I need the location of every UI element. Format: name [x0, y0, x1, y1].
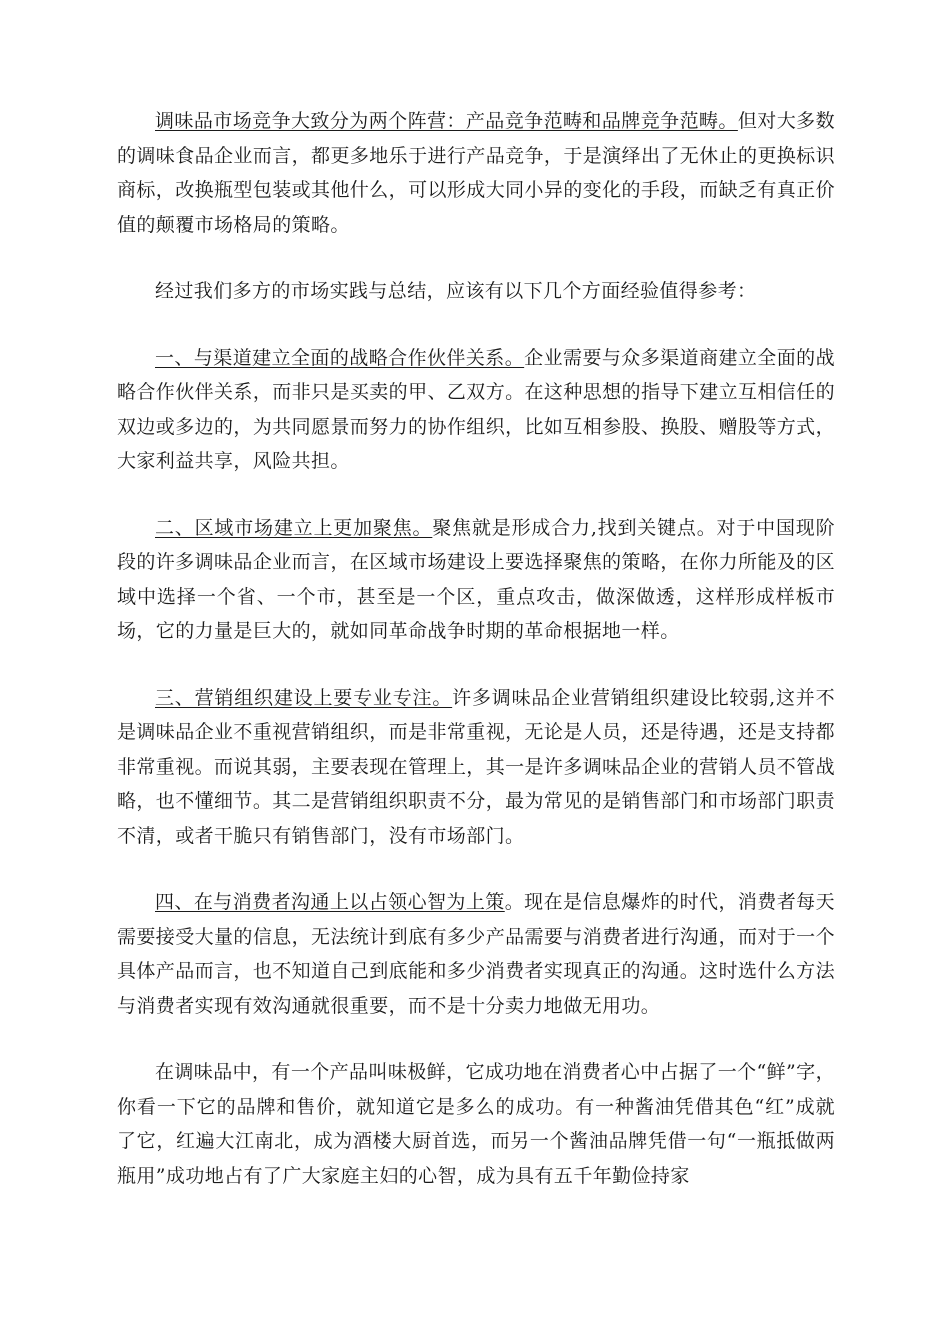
paragraph-body: 聚焦就是形成合力,找到关键点。对于中国现阶段的许多调味品企业而言，在区域市场建设上要选择聚焦的策略，在你力所能及的区域中选择一个省、一个市，甚至是一个区，重点攻击，做深做透，这样形成样板市场，它的力量是巨大的，就如同革命战争时期的革命根据地一样。: [117, 516, 835, 642]
paragraph-body: 但对大多数的调味食品企业而言，都更多地乐于进行产品竞争，于是演绎出了无休止的更换标识商标，改换瓶型包装或其他什么，可以形成大同小异的变化的手段，而缺乏有真正价值的颠覆市场格局的策略。: [117, 110, 835, 236]
paragraph-point-4: [117, 885, 835, 1023]
paragraph-example: [117, 1055, 835, 1193]
paragraph-body: 在调味品中，有一个产品叫味极鲜，它成功地在消费者心中占据了一个“鲜”字，你看一下它的品牌和售价，就知道它是多么的成功。有一种酱油凭借其色“红”成就了它，红遍大江南北，成为酒楼大厨首选，而另一个酱油品牌凭借一句“一瓶抵做两瓶用”成功地占有了广大家庭主妇的心智，成为具有五千年勤俭持家: [117, 1061, 835, 1187]
paragraph-body: 经过我们多方的市场实践与总结，应该有以下几个方面经验值得参考：: [155, 280, 757, 302]
paragraph-point-1: [117, 341, 835, 479]
paragraph-body: 许多调味品企业营销组织建设比较弱,这并不是调味品企业不重视营销组织，而是非常重视，无论是人员，还是待遇，还是支持都非常重视。而说其弱，主要表现在管理上，其一是许多调味品企业的营销人员不管战略，也不懂细节。其二是营销组织职责不分，最为常见的是销售部门和市场部门职责不清，或者干脆只有销售部门，没有市场部门。: [117, 686, 835, 847]
paragraph-heading: 三、营销组织建设上要专业专注。: [155, 686, 453, 709]
paragraph-body: 企业需要与众多渠道商建立全面的战略合作伙伴关系，而非只是买卖的甲、乙双方。在这种思想的指导下建立互相信任的双边或多边的，为共同愿景而努力的协作组织，比如互相参股、换股、赠股等方式，大家利益共享，风险共担。: [117, 346, 835, 472]
paragraph-point-2: [117, 511, 835, 649]
document-page: [117, 104, 835, 1225]
paragraph-heading: 四、在与消费者沟通上以占领心智为上策: [155, 891, 505, 913]
paragraph-heading: 一、与渠道建立全面的战略合作伙伴关系。: [155, 346, 525, 369]
paragraph-body: 。现在是信息爆炸的时代，消费者每天需要接受大量的信息，无法统计到底有多少产品需要与消费者进行沟通，而对于一个具体产品而言，也不知道自己到底能和多少消费者实现真正的沟通。这时选什么方法与消费者实现有效沟通就很重要，而不是十分卖力地做无用功。: [117, 891, 835, 1017]
paragraph-heading: 二、区域市场建立上更加聚焦。: [155, 516, 433, 539]
paragraph-point-3: [117, 681, 835, 854]
paragraph-summary: [117, 274, 835, 309]
paragraph-heading: 调味品市场竞争大致分为两个阵营：产品竞争范畴和品牌竞争范畴。: [155, 110, 738, 132]
paragraph-intro: [117, 104, 835, 242]
